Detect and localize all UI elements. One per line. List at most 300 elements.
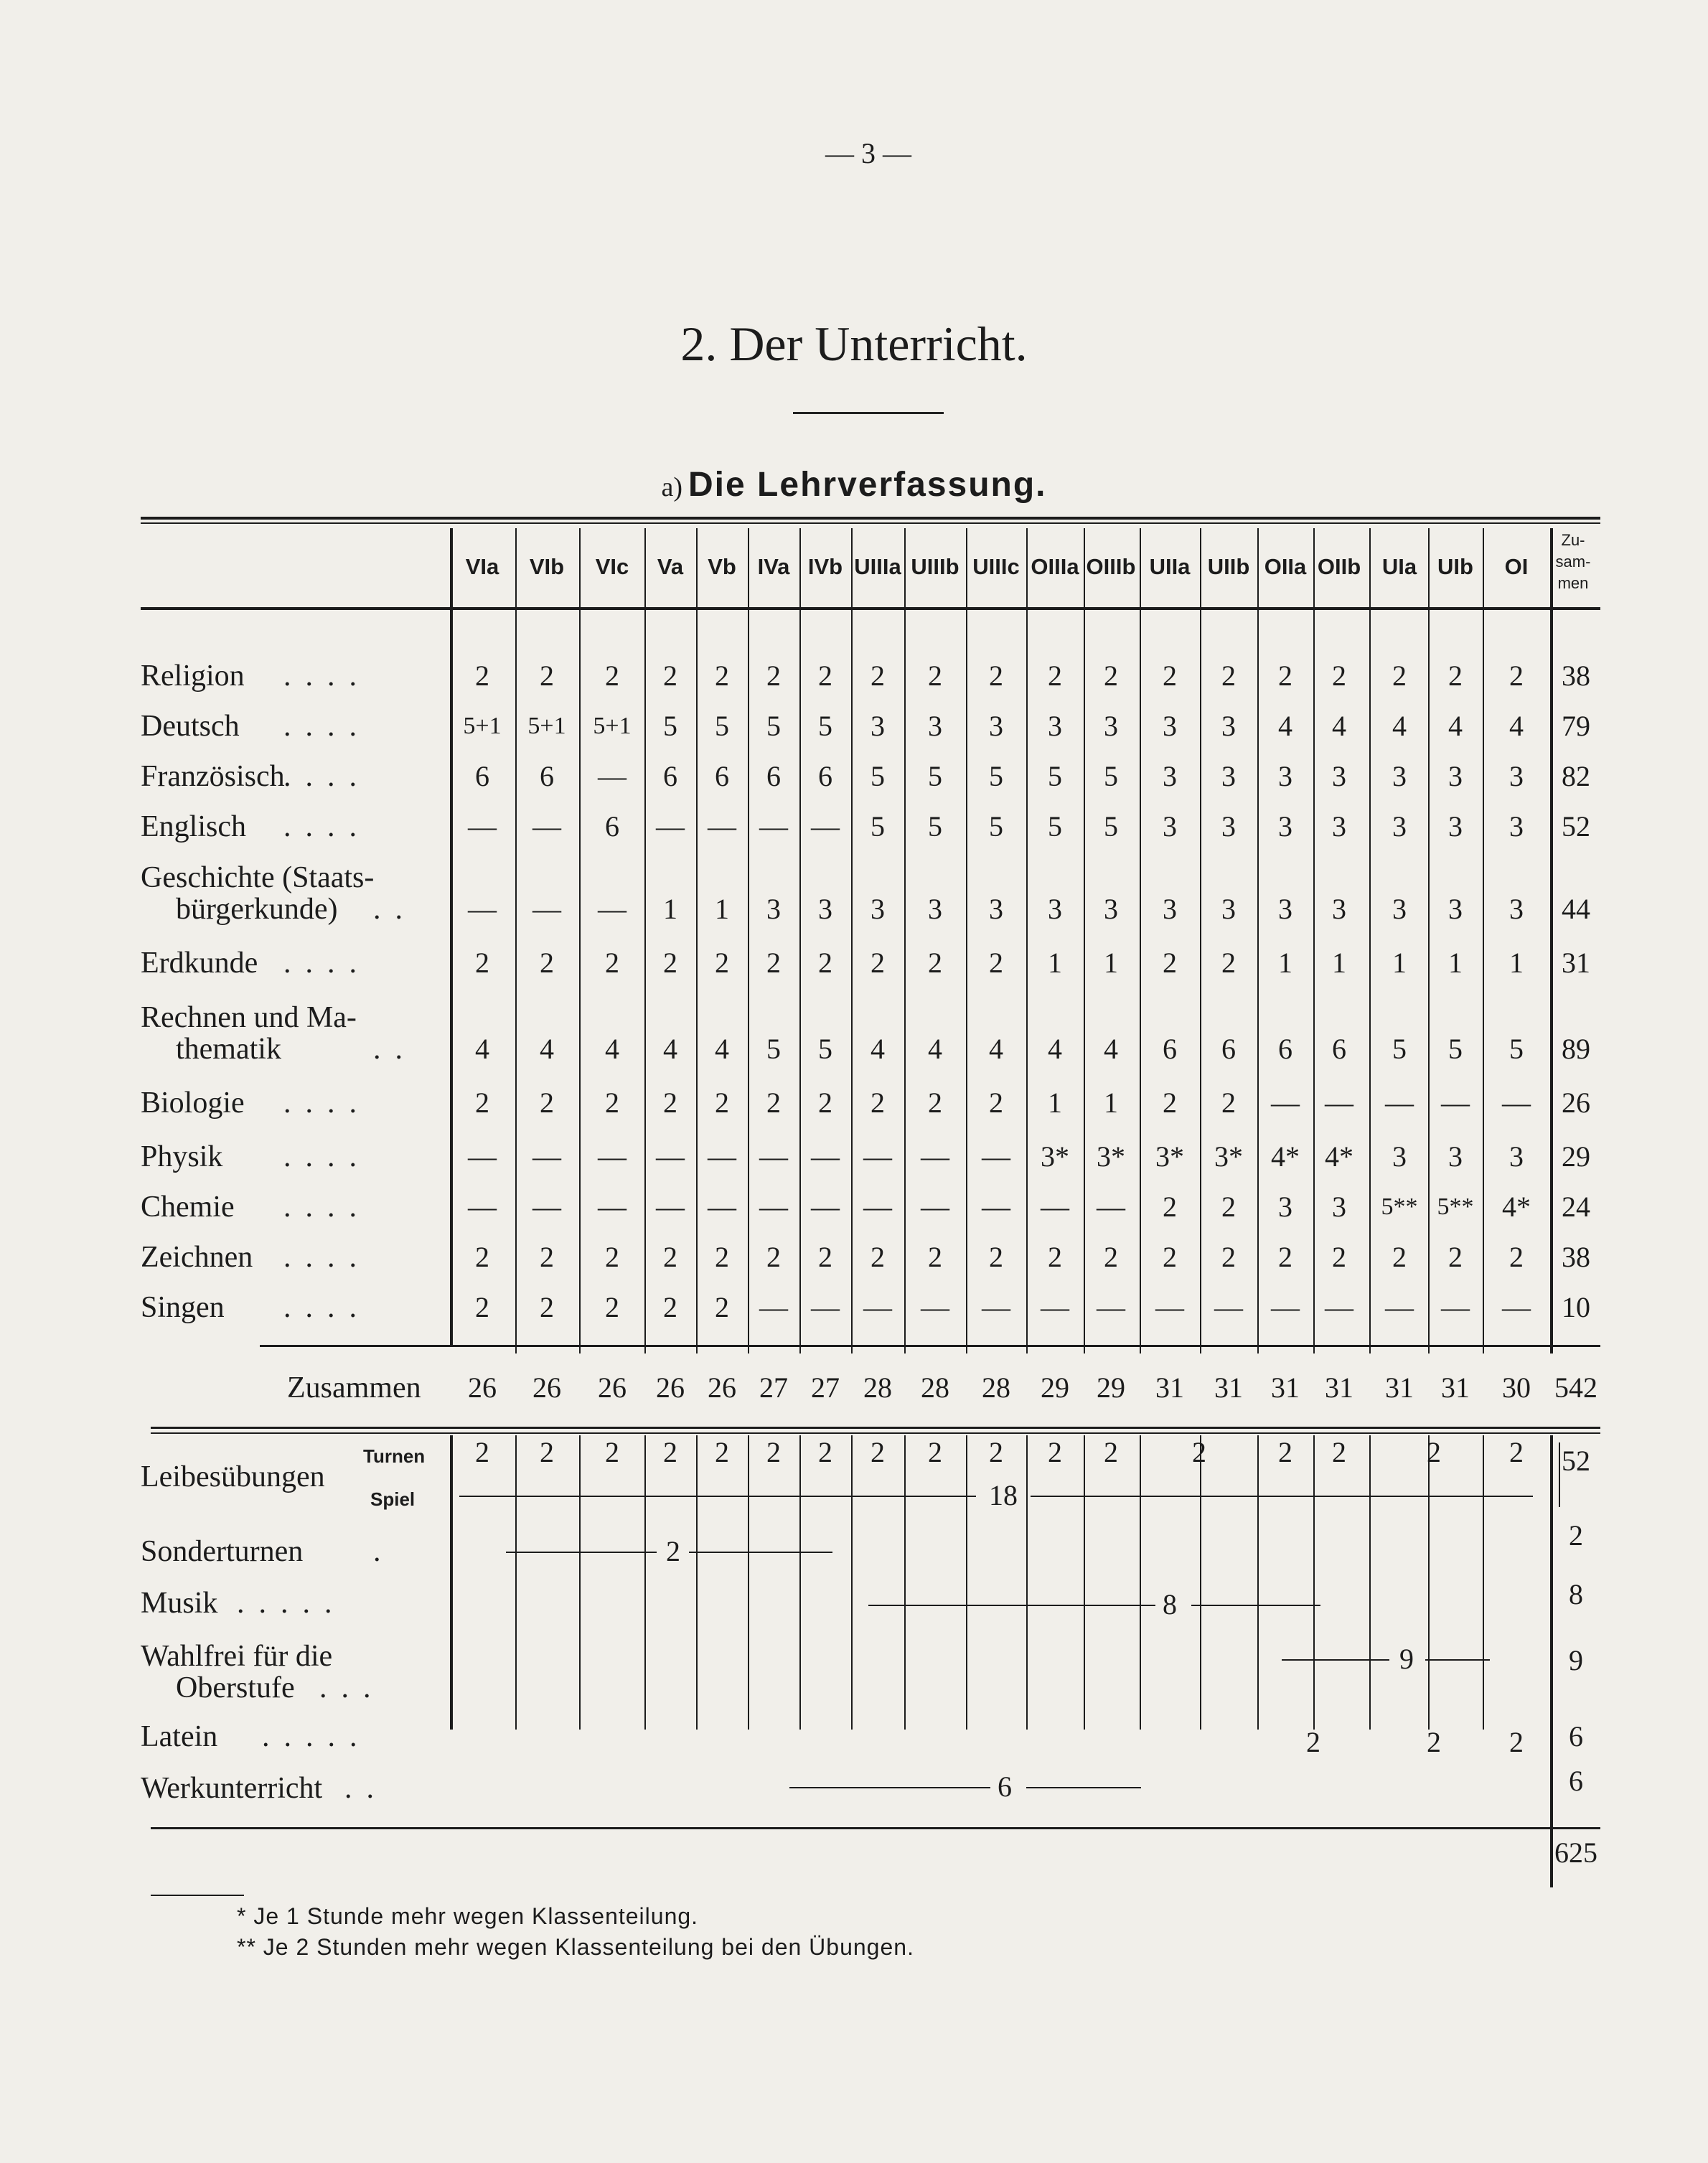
sonderturnen-total: 2 [1569,1519,1583,1552]
subtitle-text: Die Lehrverfassung. [688,466,1047,504]
row-total: 26 [1562,1087,1590,1119]
row-value: 3 [1104,710,1118,742]
row-value: — [1385,1291,1414,1323]
row-value: — [1155,1291,1184,1323]
row-value: 4* [1502,1191,1531,1223]
column-divider [1026,528,1028,1353]
column-header: Vb [708,554,736,579]
lower-column-divider [515,1435,517,1730]
row-dots: .. [373,1033,417,1066]
row-value: 3 [928,893,942,925]
row-value: — [656,1140,685,1173]
row-value: 2 [1163,947,1177,979]
zusammen-value: 28 [921,1371,949,1404]
sonderturnen-value: 2 [666,1535,680,1567]
row-total: 38 [1562,660,1590,692]
row-value: 6 [715,760,729,792]
row-value: 2 [1048,660,1062,692]
row-value: 4 [928,1033,942,1065]
spiel-span-line [1031,1496,1533,1497]
zusammen-value: 31 [1214,1371,1243,1404]
row-value: 2 [1104,660,1118,692]
row-value: 2 [1332,1241,1346,1273]
column-header: OIIIb [1086,554,1136,579]
row-value: 2 [540,947,554,979]
row-dots: ..... [262,1720,372,1753]
row-value: 2 [818,1241,832,1273]
row-value: — [598,760,627,792]
row-value: 2 [475,1291,489,1323]
row-value: — [759,1191,788,1223]
row-value: 3 [1448,1140,1463,1173]
leibes-total: 52 [1562,1445,1590,1477]
row-value: 6 [818,760,832,792]
werk-total: 6 [1569,1765,1583,1797]
lower-column-divider [1483,1435,1484,1730]
row-value: 3 [1332,1191,1346,1223]
zusammen-value: 26 [532,1371,561,1404]
row-total: 29 [1562,1140,1590,1173]
row-value: 2 [989,947,1003,979]
column-divider [904,528,906,1353]
row-value: — [921,1191,949,1223]
column-header: OIIa [1264,554,1307,579]
turnen-value: 2 [766,1436,781,1468]
column-header: IVa [757,554,790,579]
row-value: 3 [1163,810,1177,843]
row-value: 5 [989,810,1003,843]
row-value: — [656,1191,685,1223]
row-value: 6 [540,760,554,792]
row-label: Singen [141,1291,225,1324]
row-value: 5 [1048,810,1062,843]
row-value: 2 [1221,660,1236,692]
row-value: 5+1 [527,713,566,739]
row-value: 4* [1325,1140,1353,1173]
row-value: 5 [1509,1033,1524,1065]
row-value: 1 [1048,947,1062,979]
row-value: 2 [1392,1241,1407,1273]
row-value: 2 [989,1241,1003,1273]
lower-column-divider [450,1435,453,1730]
row-value: 2 [928,660,942,692]
column-header: UIIIb [911,554,959,579]
row-value: — [1214,1291,1243,1323]
row-value: — [1502,1291,1531,1323]
row-value: — [863,1140,892,1173]
row-value: 2 [1221,947,1236,979]
row-dots: .... [283,760,371,793]
row-value: 4 [1392,710,1407,742]
row-value: — [1271,1291,1300,1323]
row-value: — [982,1191,1010,1223]
row-value: 2 [540,1241,554,1273]
row-value: 3 [1392,810,1407,843]
latein-label: Latein [141,1720,218,1753]
lower-column-divider [966,1435,967,1730]
column-header: OIIb [1317,554,1361,579]
row-value: 3 [1278,760,1292,792]
musik-label: Musik [141,1587,218,1620]
row-value: 3 [871,893,885,925]
turnen-value: 2 [1278,1436,1292,1468]
row-value: — [863,1191,892,1223]
row-value: 3* [1214,1140,1243,1173]
zusammen-value: 31 [1325,1371,1353,1404]
row-total: 79 [1562,710,1590,742]
zusammen-value: 31 [1441,1371,1470,1404]
spiel-span-line [459,1496,976,1497]
turnen-value: 2 [663,1436,677,1468]
row-value: — [1097,1291,1125,1323]
header-bottom-rule [141,607,1600,610]
row-value: 4 [1509,710,1524,742]
zusammen-value: 31 [1271,1371,1300,1404]
row-value: — [1502,1087,1531,1119]
row-value: 5 [1448,1033,1463,1065]
column-divider [1483,528,1484,1353]
row-value: 2 [1048,1241,1062,1273]
row-value: 3 [1448,760,1463,792]
column-header: UIb [1437,554,1473,579]
row-value: 3 [1278,810,1292,843]
row-value: 3 [1221,810,1236,843]
row-value: 2 [1448,1241,1463,1273]
row-value: 3 [1392,1140,1407,1173]
row-value: 3 [1332,760,1346,792]
row-dots: .... [283,1140,371,1173]
row-value: 5+1 [593,713,632,739]
column-header: Va [657,554,684,579]
lower-column-divider [1084,1435,1085,1730]
row-value: — [1325,1291,1353,1323]
turnen-value: 2 [1509,1436,1524,1468]
page-number: — 3 — [825,137,911,169]
row-value: 4 [715,1033,729,1065]
zusammen-bottom-rule-thin [151,1432,1600,1434]
row-label: Französisch [141,760,285,793]
row-value: 3 [1163,760,1177,792]
wahlfrei-span-line [1425,1659,1490,1661]
row-value: 4 [540,1033,554,1065]
column-divider [1200,528,1201,1353]
row-value: — [1441,1087,1470,1119]
row-value: — [811,810,840,843]
row-value: — [759,1291,788,1323]
leibes-label: Leibesübungen [141,1460,325,1493]
row-value: 3 [1221,893,1236,925]
row-dots: .... [283,1087,371,1120]
lower-column-divider [1140,1435,1141,1730]
column-divider [1257,528,1259,1353]
table-bottom-rule [151,1827,1600,1829]
row-value: — [598,1191,627,1223]
row-value: — [468,1191,497,1223]
row-value: 4 [1332,710,1346,742]
row-value: 5** [1381,1193,1418,1220]
row-value: — [1097,1191,1125,1223]
row-value: 3 [989,893,1003,925]
row-dots: .... [283,1291,371,1324]
row-value: 4 [605,1033,619,1065]
lower-column-divider [696,1435,698,1730]
row-value: 6 [605,810,619,843]
row-value: 3 [1509,1140,1524,1173]
row-value: — [811,1140,840,1173]
column-divider [1369,528,1371,1353]
row-value: 3 [1048,710,1062,742]
row-value: 5 [871,810,885,843]
column-divider [1550,528,1553,1353]
row-value: 6 [1332,1033,1346,1065]
row-value: 2 [818,1087,832,1119]
zusammen-value: 26 [468,1371,497,1404]
row-value: 2 [1332,660,1346,692]
row-value: — [1041,1191,1069,1223]
column-header: UIIa [1149,554,1191,579]
row-value: 4 [1448,710,1463,742]
row-value: 3 [1104,893,1118,925]
row-value: 4 [475,1033,489,1065]
row-label: Englisch [141,810,246,843]
row-dots: .... [283,1191,371,1224]
column-header: VIa [465,554,499,579]
latein-value: 2 [1306,1726,1320,1758]
row-value: 1 [1448,947,1463,979]
row-value: — [1441,1291,1470,1323]
row-value: 2 [1221,1191,1236,1223]
row-value: 5 [715,710,729,742]
row-total: 38 [1562,1241,1590,1273]
row-value: 5 [1104,760,1118,792]
row-dots: .... [283,810,371,843]
row-value: 3 [1278,1191,1292,1223]
column-divider [799,528,801,1353]
row-value: 2 [871,660,885,692]
lower-column-divider [1428,1435,1430,1730]
row-value: 2 [605,1291,619,1323]
zusammen-value: 29 [1041,1371,1069,1404]
row-value: 5** [1437,1193,1474,1220]
row-value: 2 [715,1241,729,1273]
werk-label: Werkunterricht [141,1772,323,1805]
row-label: Physik [141,1140,223,1173]
row-value: 1 [1104,947,1118,979]
turnen-value: 2 [818,1436,832,1468]
column-divider [1313,528,1315,1353]
row-value: 6 [475,760,489,792]
row-value: 2 [715,947,729,979]
column-divider [1140,528,1141,1353]
column-header: UIIIa [854,554,901,579]
leibes-brace [1559,1442,1560,1507]
footnote-rule [151,1895,244,1896]
row-value: 5 [1392,1033,1407,1065]
table-top-rule-thin [141,522,1600,524]
row-value: 5 [766,710,781,742]
row-value: 3 [1278,893,1292,925]
row-value: 4 [663,1033,677,1065]
page-title: 2. Der Unterricht. [680,316,1028,371]
row-label: bürgerkunde) [176,893,338,926]
row-value: 3 [928,710,942,742]
lower-column-divider [644,1435,646,1730]
latein-total: 6 [1569,1720,1583,1753]
row-label: Zeichnen [141,1241,253,1274]
lower-column-divider [1026,1435,1028,1730]
row-value: 2 [663,1241,677,1273]
turnen-label: Turnen [363,1445,426,1467]
latein-value: 2 [1509,1726,1524,1758]
row-value: 3 [1332,810,1346,843]
wahlfrei-total: 9 [1569,1644,1583,1676]
row-value: 3 [871,710,885,742]
column-header: OIIIa [1031,554,1079,579]
row-value: 2 [605,1087,619,1119]
row-value: 2 [1278,1241,1292,1273]
row-dots: . [373,1535,395,1568]
lower-column-divider [1257,1435,1259,1730]
row-value: 4* [1271,1140,1300,1173]
row-total: 24 [1562,1191,1590,1223]
row-dots: .... [283,710,371,743]
row-value: 3 [766,893,781,925]
row-value: — [1271,1087,1300,1119]
row-value: — [532,810,561,843]
musik-span-line [1191,1605,1320,1606]
row-value: 3* [1097,1140,1125,1173]
zusammen-value: 26 [708,1371,736,1404]
row-value: 5 [928,760,942,792]
sum-header-line: sam- [1555,553,1591,571]
row-value: 2 [475,660,489,692]
row-total: 89 [1562,1033,1590,1065]
row-value: 1 [1048,1087,1062,1119]
row-value: 2 [663,947,677,979]
column-header: OI [1504,554,1529,579]
row-value: — [863,1291,892,1323]
column-header: UIIIc [972,554,1020,579]
lower-column-divider [851,1435,853,1730]
werk-value: 6 [998,1770,1012,1803]
wahlfrei-label: Oberstufe [176,1671,295,1704]
spiel-value: 18 [989,1479,1018,1511]
column-divider [644,528,646,1353]
row-value: — [468,810,497,843]
row-value: 2 [989,660,1003,692]
wahlfrei-span-line [1282,1659,1389,1661]
row-value: 4 [989,1033,1003,1065]
row-value: 2 [1448,660,1463,692]
row-value: 2 [715,660,729,692]
row-value: 2 [1104,1241,1118,1273]
row-dots: .... [283,660,371,693]
row-value: — [982,1140,1010,1173]
sonderturnen-span-line [689,1552,832,1553]
row-value: 2 [1163,1191,1177,1223]
row-value: 4 [1048,1033,1062,1065]
row-value: 3 [1509,893,1524,925]
row-value: 3 [1048,893,1062,925]
row-value: 6 [1278,1033,1292,1065]
latein-value: 2 [1427,1726,1441,1758]
row-value: 2 [928,1241,942,1273]
row-value: 2 [540,660,554,692]
lower-column-divider [579,1435,581,1730]
row-value: 1 [1509,947,1524,979]
werk-span-line [1026,1787,1141,1788]
column-header: VIb [529,554,565,579]
row-dots: ..... [237,1587,347,1620]
row-value: — [532,893,561,925]
row-value: 2 [663,1087,677,1119]
column-divider [851,528,853,1353]
row-value: 5 [871,760,885,792]
row-value: 2 [1163,1241,1177,1273]
row-value: 5 [663,710,677,742]
row-value: 3 [818,893,832,925]
wahlfrei-value: 9 [1399,1643,1414,1675]
row-value: 2 [871,947,885,979]
column-divider [966,528,967,1353]
zusammen-value: 30 [1502,1371,1531,1404]
row-value: 6 [663,760,677,792]
sum-header-line: Zu- [1561,531,1585,549]
zusammen-value: 27 [811,1371,840,1404]
zusammen-value: 28 [982,1371,1010,1404]
row-value: 3 [1163,893,1177,925]
turnen-value: 2 [989,1436,1003,1468]
row-value: — [468,893,497,925]
row-value: — [1385,1087,1414,1119]
werk-span-line [789,1787,990,1788]
row-value: — [656,810,685,843]
row-value: 2 [1278,660,1292,692]
turnen-value: 2 [1192,1436,1206,1468]
row-value: 4 [871,1033,885,1065]
row-value: 2 [928,1087,942,1119]
row-dots: .... [283,947,371,980]
row-total: 10 [1562,1291,1590,1323]
row-dots: .. [344,1772,388,1805]
zusammen-value: 27 [759,1371,788,1404]
row-value: — [532,1191,561,1223]
row-value: — [598,893,627,925]
row-value: 2 [1392,660,1407,692]
row-value: 2 [766,660,781,692]
turnen-value: 2 [928,1436,942,1468]
row-value: — [811,1191,840,1223]
row-value: 2 [540,1291,554,1323]
row-value: 2 [766,1241,781,1273]
row-value: 2 [715,1087,729,1119]
turnen-value: 2 [715,1436,729,1468]
turnen-value: 2 [1048,1436,1062,1468]
footnote-1: * Je 1 Stunde mehr wegen Klassenteilung. [237,1903,699,1929]
turnen-value: 2 [605,1436,619,1468]
row-value: 2 [871,1241,885,1273]
lower-column-divider [1200,1435,1201,1730]
row-value: 2 [1163,1087,1177,1119]
row-value: 3* [1155,1140,1184,1173]
column-header: UIa [1381,554,1417,579]
row-value: 5 [818,710,832,742]
column-divider [515,528,517,1353]
zusammen-value: 28 [863,1371,892,1404]
row-value: 3 [1163,710,1177,742]
row-value: — [982,1291,1010,1323]
zusammen-value: 31 [1385,1371,1414,1404]
